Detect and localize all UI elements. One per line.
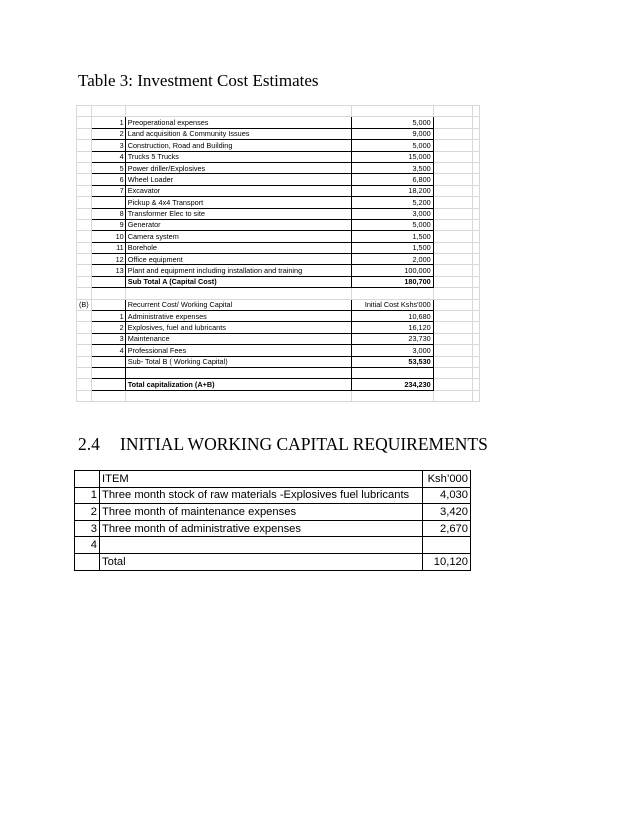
empty-cell (433, 356, 472, 367)
section-label-cell: (B) (77, 299, 92, 310)
empty-cell (433, 106, 472, 117)
table-row (77, 254, 480, 265)
item-cell: Total (100, 553, 423, 570)
row-number-cell (91, 197, 125, 208)
empty-cell (472, 242, 479, 253)
item-cell (100, 537, 423, 554)
investment-cost-table (76, 105, 480, 402)
empty-cell (433, 219, 472, 230)
empty-cell (472, 106, 479, 117)
empty-cell (433, 288, 472, 299)
empty-cell (433, 265, 472, 276)
item-cell (125, 288, 351, 299)
empty-cell (433, 128, 472, 139)
value-cell: 4,030 (423, 487, 471, 504)
empty-cell (433, 333, 472, 344)
cost-cell: 15,000 (351, 151, 433, 162)
table-row (77, 140, 480, 151)
header-value-cell: Ksh’000 (423, 471, 471, 488)
empty-cell (433, 231, 472, 242)
section-label-cell (77, 367, 92, 378)
empty-cell (433, 311, 472, 322)
cost-cell (351, 288, 433, 299)
empty-cell (433, 276, 472, 287)
table-row (77, 345, 480, 356)
item-cell: Three month of maintenance expenses (100, 504, 423, 521)
row-number-cell (91, 356, 125, 367)
section-label-cell (77, 117, 92, 128)
table-row (77, 197, 480, 208)
cost-cell: 5,200 (351, 197, 433, 208)
cost-cell: 3,000 (351, 345, 433, 356)
row-number-cell: 10 (91, 231, 125, 242)
item-cell: Explosives, fuel and lubricants (125, 322, 351, 333)
row-number-cell: 13 (91, 265, 125, 276)
table-row (75, 504, 471, 521)
section-label-cell (77, 242, 92, 253)
cost-cell: 3,000 (351, 208, 433, 219)
item-cell: Borehole (125, 242, 351, 253)
table-row (77, 333, 480, 344)
header-item-cell: ITEM (100, 471, 423, 488)
table-row (77, 185, 480, 196)
row-number-cell (91, 288, 125, 299)
empty-cell (472, 379, 479, 390)
table-row (77, 390, 480, 401)
empty-cell (472, 197, 479, 208)
empty-cell (472, 254, 479, 265)
cost-cell: 234,230 (351, 379, 433, 390)
row-number-cell (75, 553, 100, 570)
header-num-cell (75, 471, 100, 488)
row-number-cell: 8 (91, 208, 125, 219)
row-number-cell: 3 (75, 520, 100, 537)
section-title-text: INITIAL WORKING CAPITAL REQUIREMENTS (120, 434, 488, 454)
row-number-cell: 11 (91, 242, 125, 253)
row-number-cell: 2 (91, 322, 125, 333)
cost-cell: 9,000 (351, 128, 433, 139)
section-label-cell (77, 106, 92, 117)
row-number-cell: 4 (75, 537, 100, 554)
item-cell: Construction, Road and Building (125, 140, 351, 151)
table-row (77, 106, 480, 117)
cost-cell (351, 390, 433, 401)
row-number-cell: 12 (91, 254, 125, 265)
cost-cell: 10,680 (351, 311, 433, 322)
row-number-cell: 9 (91, 219, 125, 230)
empty-cell (433, 197, 472, 208)
row-number-cell: 6 (91, 174, 125, 185)
row-number-cell: 3 (91, 333, 125, 344)
item-cell: Recurrent Cost/ Working Capital (125, 299, 351, 310)
cost-cell: 2,000 (351, 254, 433, 265)
empty-cell (433, 208, 472, 219)
table-row (77, 208, 480, 219)
section-label-cell (77, 390, 92, 401)
item-cell: Generator (125, 219, 351, 230)
table-row (77, 117, 480, 128)
section-label-cell (77, 162, 92, 173)
empty-cell (472, 356, 479, 367)
table-caption: Table 3: Investment Cost Estimates (78, 71, 319, 90)
section-label-cell (77, 322, 92, 333)
row-number-cell: 1 (91, 311, 125, 322)
empty-cell (472, 219, 479, 230)
cost-cell: 23,730 (351, 333, 433, 344)
section-label-cell (77, 231, 92, 242)
row-number-cell: 1 (75, 487, 100, 504)
section-label-cell (77, 197, 92, 208)
section-heading (78, 434, 488, 455)
value-cell (423, 537, 471, 554)
cost-cell (351, 367, 433, 378)
row-number-cell: 4 (91, 151, 125, 162)
empty-cell (433, 254, 472, 265)
section-label-cell (77, 254, 92, 265)
item-cell (125, 106, 351, 117)
empty-cell (472, 140, 479, 151)
cost-cell: 16,120 (351, 322, 433, 333)
empty-cell (433, 242, 472, 253)
row-number-cell: 3 (91, 140, 125, 151)
cost-cell: Initial Cost Kshs'000 (351, 299, 433, 310)
empty-cell (433, 151, 472, 162)
empty-cell (472, 311, 479, 322)
table-row (75, 487, 471, 504)
item-cell: Preoperational expenses (125, 117, 351, 128)
empty-cell (433, 345, 472, 356)
empty-cell (433, 322, 472, 333)
empty-cell (433, 379, 472, 390)
cost-cell: 53,530 (351, 356, 433, 367)
cost-cell: 6,800 (351, 174, 433, 185)
section-label-cell (77, 345, 92, 356)
item-cell: Land acquisition & Community Issues (125, 128, 351, 139)
empty-cell (472, 345, 479, 356)
empty-cell (433, 174, 472, 185)
cost-cell: 1,500 (351, 242, 433, 253)
item-cell: Maintenance (125, 333, 351, 344)
empty-cell (472, 128, 479, 139)
empty-cell (472, 185, 479, 196)
table-row (77, 174, 480, 185)
section-label-cell (77, 174, 92, 185)
section-label-cell (77, 151, 92, 162)
empty-cell (472, 208, 479, 219)
row-number-cell: 1 (91, 117, 125, 128)
table-row (77, 128, 480, 139)
cost-cell: 5,000 (351, 140, 433, 151)
table-row (77, 322, 480, 333)
item-cell (125, 367, 351, 378)
item-cell: Three month of administrative expenses (100, 520, 423, 537)
cost-cell (351, 106, 433, 117)
section-label-cell (77, 185, 92, 196)
empty-cell (472, 299, 479, 310)
item-cell: Excavator (125, 185, 351, 196)
section-label-cell (77, 128, 92, 139)
cost-cell: 100,000 (351, 265, 433, 276)
row-number-cell (91, 299, 125, 310)
empty-cell (433, 162, 472, 173)
table-row (75, 520, 471, 537)
table-header-row (75, 471, 471, 488)
table-row (75, 537, 471, 554)
item-cell: Total capitalization (A+B) (125, 379, 351, 390)
table-row (77, 265, 480, 276)
table-row (77, 379, 480, 390)
row-number-cell (91, 106, 125, 117)
working-capital-table (74, 470, 471, 571)
section-label-cell (77, 265, 92, 276)
empty-cell (472, 151, 479, 162)
table-row (77, 311, 480, 322)
table-row (77, 242, 480, 253)
section-label-cell (77, 311, 92, 322)
row-number-cell: 2 (91, 128, 125, 139)
table-row (77, 151, 480, 162)
item-cell: Transformer Elec to site (125, 208, 351, 219)
empty-cell (472, 174, 479, 185)
item-cell: Professional Fees (125, 345, 351, 356)
item-cell: Camera system (125, 231, 351, 242)
item-cell: Sub Total A (Capital Cost) (125, 276, 351, 287)
empty-cell (472, 390, 479, 401)
cost-cell: 3,500 (351, 162, 433, 173)
empty-cell (472, 162, 479, 173)
empty-cell (472, 265, 479, 276)
empty-cell (433, 367, 472, 378)
cost-cell: 180,700 (351, 276, 433, 287)
cost-cell: 1,500 (351, 231, 433, 242)
empty-cell (472, 367, 479, 378)
empty-cell (472, 117, 479, 128)
value-cell: 10,120 (423, 553, 471, 570)
row-number-cell (91, 276, 125, 287)
table-row (77, 276, 480, 287)
value-cell: 2,670 (423, 520, 471, 537)
item-cell: Trucks 5 Trucks (125, 151, 351, 162)
row-number-cell (91, 367, 125, 378)
empty-cell (472, 333, 479, 344)
empty-cell (433, 117, 472, 128)
cost-cell: 5,000 (351, 219, 433, 230)
section-label-cell (77, 140, 92, 151)
section-label-cell (77, 333, 92, 344)
row-number-cell: 5 (91, 162, 125, 173)
table-row (77, 231, 480, 242)
section-label-cell (77, 379, 92, 390)
item-cell: Office equipment (125, 254, 351, 265)
empty-cell (472, 322, 479, 333)
item-cell: Pickup & 4x4 Transport (125, 197, 351, 208)
row-number-cell: 7 (91, 185, 125, 196)
table-row (77, 356, 480, 367)
item-cell: Sub- Total B ( Working Capital) (125, 356, 351, 367)
section-label-cell (77, 356, 92, 367)
row-number-cell: 4 (91, 345, 125, 356)
table-row (77, 219, 480, 230)
table-row (75, 553, 471, 570)
section-label-cell (77, 288, 92, 299)
item-cell: Plant and equipment including installation and training (125, 265, 351, 276)
empty-cell (433, 185, 472, 196)
section-label-cell (77, 276, 92, 287)
item-cell (125, 390, 351, 401)
row-number-cell (91, 390, 125, 401)
empty-cell (472, 231, 479, 242)
row-number-cell (91, 379, 125, 390)
item-cell: Power driller/Explosives (125, 162, 351, 173)
cost-cell: 5,000 (351, 117, 433, 128)
empty-cell (433, 390, 472, 401)
table-row (77, 162, 480, 173)
section-number: 2.4 (78, 434, 100, 454)
empty-cell (433, 140, 472, 151)
table-row (77, 299, 480, 310)
empty-cell (472, 276, 479, 287)
item-cell: Three month stock of raw materials -Explosives fuel lubricants (100, 487, 423, 504)
value-cell: 3,420 (423, 504, 471, 521)
table-row (77, 367, 480, 378)
cost-cell: 18,200 (351, 185, 433, 196)
empty-cell (433, 299, 472, 310)
table-row (77, 288, 480, 299)
section-label-cell (77, 219, 92, 230)
row-number-cell: 2 (75, 504, 100, 521)
item-cell: Administrative expenses (125, 311, 351, 322)
section-label-cell (77, 208, 92, 219)
item-cell: Wheel Loader (125, 174, 351, 185)
empty-cell (472, 288, 479, 299)
